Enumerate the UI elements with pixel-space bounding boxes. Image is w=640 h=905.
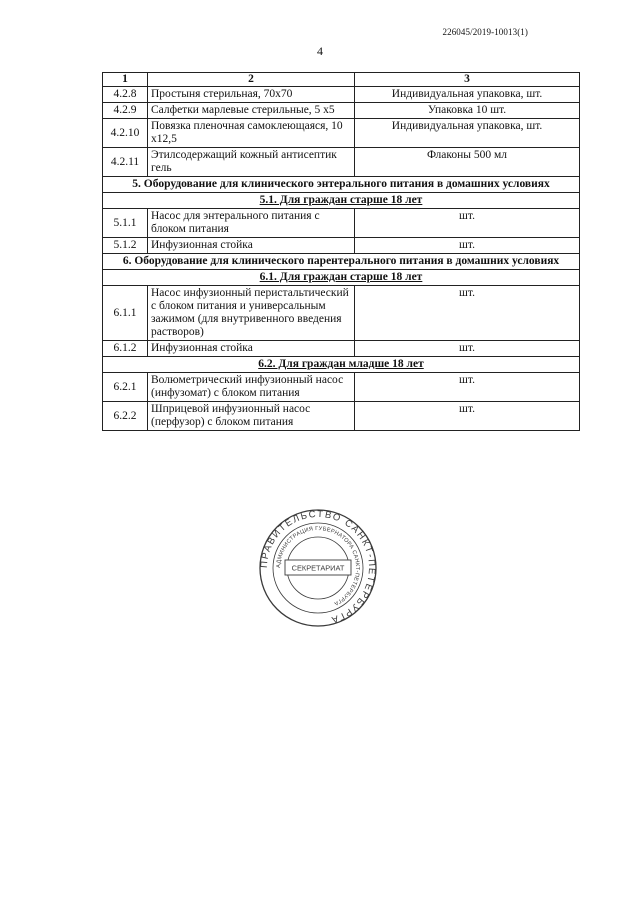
- item-name: Салфетки марлевые стерильные, 5 х5: [148, 103, 355, 119]
- subsection-heading: 5.1. Для граждан старше 18 лет: [103, 193, 580, 209]
- item-unit: шт.: [355, 341, 580, 357]
- item-number: 6.1.1: [103, 286, 148, 341]
- table-row: [103, 148, 580, 177]
- table-row: [103, 87, 580, 103]
- item-name: Этилсодержащий кожный антисептик гель: [148, 148, 355, 177]
- table-row: [103, 341, 580, 357]
- seal-center-text: СЕКРЕТАРИАТ: [291, 563, 345, 573]
- section-heading: 5. Оборудование для клинического энтерального питания в домашних условиях: [103, 177, 580, 193]
- item-number: 4.2.11: [103, 148, 148, 177]
- subsection-heading: 6.2. Для граждан младше 18 лет: [103, 357, 580, 373]
- item-name: Повязка пленочная самоклеющаяся, 10 х12,5: [148, 119, 355, 148]
- document-id: 226045/2019-10013(1): [442, 27, 528, 37]
- item-number: 6.2.1: [103, 373, 148, 402]
- item-name: Шприцевой инфузионный насос (перфузор) с блоком питания: [148, 402, 355, 431]
- table-row: [103, 286, 580, 341]
- section-heading-row: [103, 177, 580, 193]
- item-name: Инфузионная стойка: [148, 238, 355, 254]
- item-unit: Упаковка 10 шт.: [355, 103, 580, 119]
- item-unit: шт.: [355, 238, 580, 254]
- subsection-heading-row: [103, 357, 580, 373]
- item-name: Насос для энтерального питания с блоком питания: [148, 209, 355, 238]
- table-row: [103, 373, 580, 402]
- column-header-3: 3: [355, 73, 580, 87]
- item-name: Насос инфузионный перистальтический с блоком питания и универсальным зажимом (для внутривенного введения растворов): [148, 286, 355, 341]
- item-number: 5.1.1: [103, 209, 148, 238]
- column-header-2: 2: [148, 73, 355, 87]
- table-row: [103, 238, 580, 254]
- item-unit: шт.: [355, 373, 580, 402]
- seal-inner-text: АДМИНИСТРАЦИЯ ГУБЕРНАТОРА САНКТ-ПЕТЕРБУРГА: [275, 525, 361, 607]
- item-number: 4.2.9: [103, 103, 148, 119]
- table-row: [103, 119, 580, 148]
- item-unit: шт.: [355, 286, 580, 341]
- item-number: 6.2.2: [103, 402, 148, 431]
- column-header-1: 1: [103, 73, 148, 87]
- item-unit: шт.: [355, 402, 580, 431]
- equipment-table-body: [103, 73, 580, 431]
- item-number: 4.2.10: [103, 119, 148, 148]
- table-header-row: [103, 73, 580, 87]
- item-name: Инфузионная стойка: [148, 341, 355, 357]
- item-unit: Индивидуальная упаковка, шт.: [355, 87, 580, 103]
- item-unit: Индивидуальная упаковка, шт.: [355, 119, 580, 148]
- section-heading-row: [103, 254, 580, 270]
- table-row: [103, 402, 580, 431]
- item-unit: Флаконы 500 мл: [355, 148, 580, 177]
- seal-outer-text: ПРАВИТЕЛЬСТВО САНКТ-ПЕТЕРБУРГА: [258, 508, 378, 626]
- item-number: 6.1.2: [103, 341, 148, 357]
- subsection-heading-row: [103, 193, 580, 209]
- subsection-heading-row: [103, 270, 580, 286]
- table-row: [103, 103, 580, 119]
- item-unit: шт.: [355, 209, 580, 238]
- item-number: 5.1.2: [103, 238, 148, 254]
- page-number: 4: [317, 44, 323, 58]
- section-heading: 6. Оборудование для клинического парентерального питания в домашних условиях: [103, 254, 580, 270]
- item-name: Волюметрический инфузионный насос (инфузомат) с блоком питания: [148, 373, 355, 402]
- subsection-heading: 6.1. Для граждан старше 18 лет: [103, 270, 580, 286]
- item-name: Простыня стерильная, 70х70: [148, 87, 355, 103]
- official-seal-stamp: [258, 508, 378, 628]
- item-number: 4.2.8: [103, 87, 148, 103]
- table-row: [103, 209, 580, 238]
- equipment-table: [102, 72, 580, 431]
